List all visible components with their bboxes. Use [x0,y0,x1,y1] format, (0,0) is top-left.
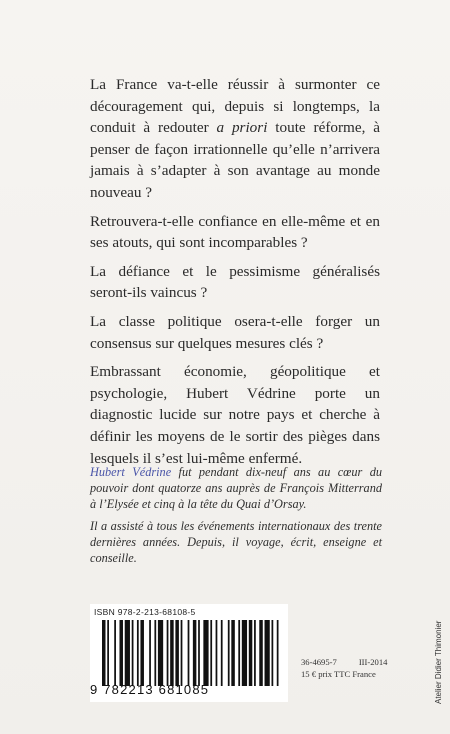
blurb-p1-end: toute réforme, à penser de façon irrationnelle qu’elle n’arrivera jamais à s’adapter à son avantage au monde nouveau ? [90,119,380,201]
blurb-paragraph-5: Embrassant économie, géopolitique et psychologie, Hubert Védrine porte un diagnostic lucide sur notre pays et cherche à définir les moyens de le sortir des pièges dans lesquels il s’est lui-même enfermé. [90,363,380,467]
blurb-paragraph-3: La défiance et le pessimisme généralisés seront-ils vaincus ? [90,262,380,302]
author-bio [90,464,382,572]
bio-paragraph-2: Il a assisté à tous les événements internationaux des trente dernières années. Depuis, il voyage, écrit, enseigne et conseille. [90,519,382,565]
reference-code: 36-4695-7 [301,657,337,667]
blurb-text [90,74,380,476]
barcode-digits: 9 782213 681085 [90,682,210,697]
publisher-codes [301,656,387,680]
barcode-bars [102,620,282,686]
bio-paragraph-1 [90,464,382,512]
price-label: 15 € prix TTC France [301,669,376,679]
blurb-paragraph-4: La classe politique osera-t-elle forger un consensus sur quelques mesures clés ? [90,312,380,352]
author-name: Hubert Védrine [90,465,172,479]
blurb-paragraph-2: Retrouvera-t-elle confiance en elle-même et en ses atouts, qui sont incomparables ? [90,212,380,252]
edition-date: III-2014 [358,657,388,667]
bio-p1-rest: fut pendant dix-neuf ans au cœur du pouvoir dont quatorze ans auprès de François Mitterrand à l’Elysée et cinq à la tête du Quai d’Orsay. [90,465,382,511]
isbn-label: ISBN 978-2-213-68108-5 [94,607,196,617]
cover-credit: Atelier Didier Thimonier [434,620,443,704]
blurb-paragraph-1 [90,74,380,204]
blurb-p1-start: La France va-t-elle réussir à surmonter ce découragement qui, depuis si longtemps, la conduit à redouter [90,76,380,137]
blurb-p1-italic: a priori [216,119,268,137]
barcode-panel [90,604,288,702]
